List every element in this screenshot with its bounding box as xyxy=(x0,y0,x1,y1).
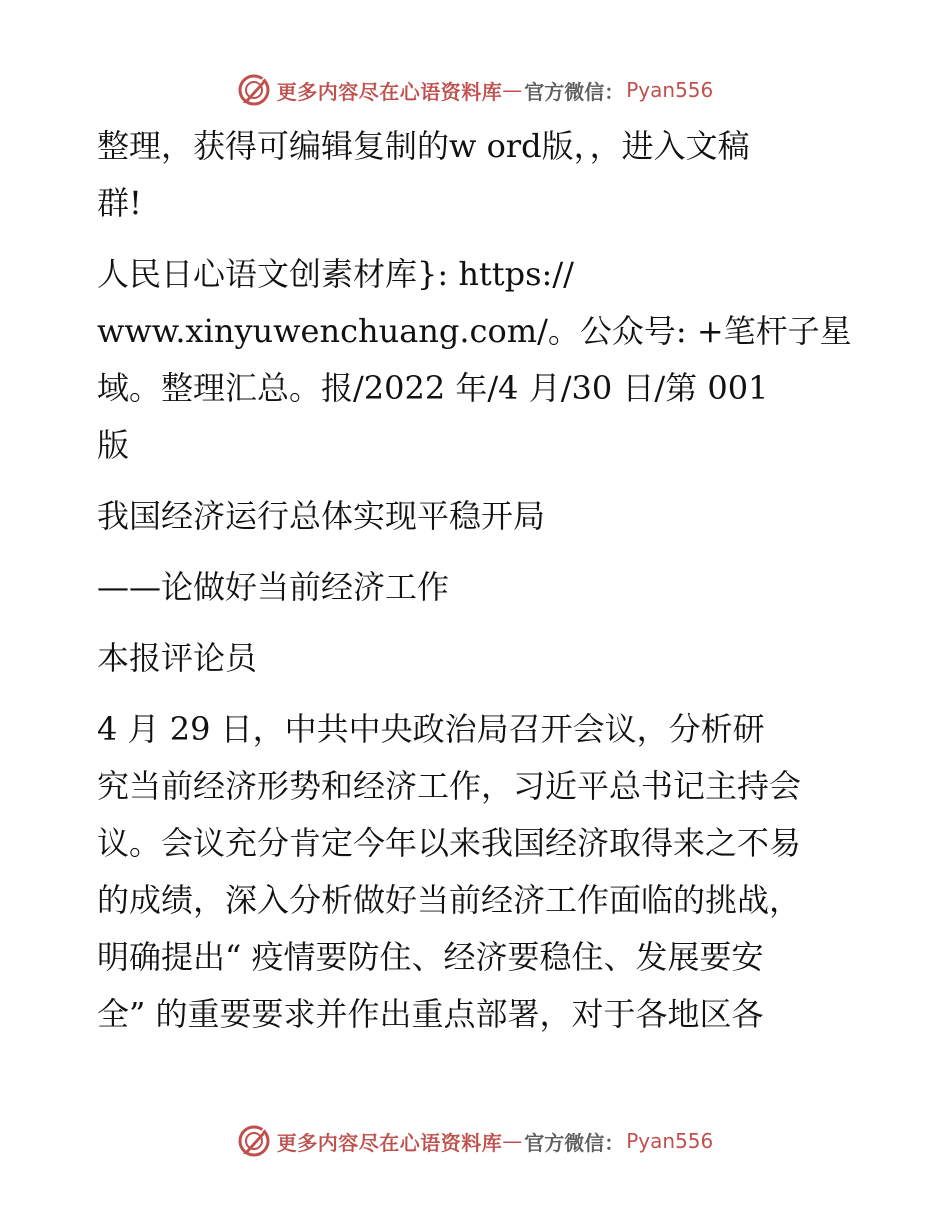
banner-main-text: 更多内容尽在心语资料库 xyxy=(276,1130,503,1155)
header-banner xyxy=(0,70,950,110)
banner-dash: — xyxy=(502,78,523,102)
intro-paragraph: 整理，获得可编辑复制的w ord版，，进入文稿 群! xyxy=(97,127,750,222)
article-subtitle: ——论做好当前经济工作 xyxy=(97,568,450,606)
banner-wechat-id: Pyan556 xyxy=(626,1129,714,1153)
source-paragraph: 人民日心语文创素材库}: https:// www.xinyuwenchuang.com/。公众号: +笔杆子星 域。整理汇总。报/2022 年/4 月/30 日/第 001 版 xyxy=(97,255,852,464)
body-paragraph: 4 月 29 日，中共中央政治局召开会议，分析研 究当前经济形势和经济工作，习近平总书记主持会 议。会议充分肯定今年以来我国经济取得来之不易 的成绩，深入分析做好当前经济工作面临的挑战， 明确提出“ 疫情要防住、经济要稳住、发展要安 全” 的重要要求并作出重点部署，对于各地区各 xyxy=(97,710,802,1033)
document-body xyxy=(97,118,857,1057)
article-title: 我国经济运行总体实现平稳开局 xyxy=(97,497,546,535)
banner-wechat-id: Pyan556 xyxy=(626,78,714,102)
banner-official-label: 官方微信： xyxy=(524,1130,625,1155)
article-author: 本报评论员 xyxy=(97,639,258,677)
quill-logo-icon xyxy=(237,73,271,107)
banner-official-label: 官方微信： xyxy=(524,79,625,104)
banner-dash: — xyxy=(502,1129,523,1153)
footer-banner xyxy=(0,1121,950,1161)
banner-main-text: 更多内容尽在心语资料库 xyxy=(276,79,503,104)
quill-logo-icon xyxy=(237,1124,271,1158)
